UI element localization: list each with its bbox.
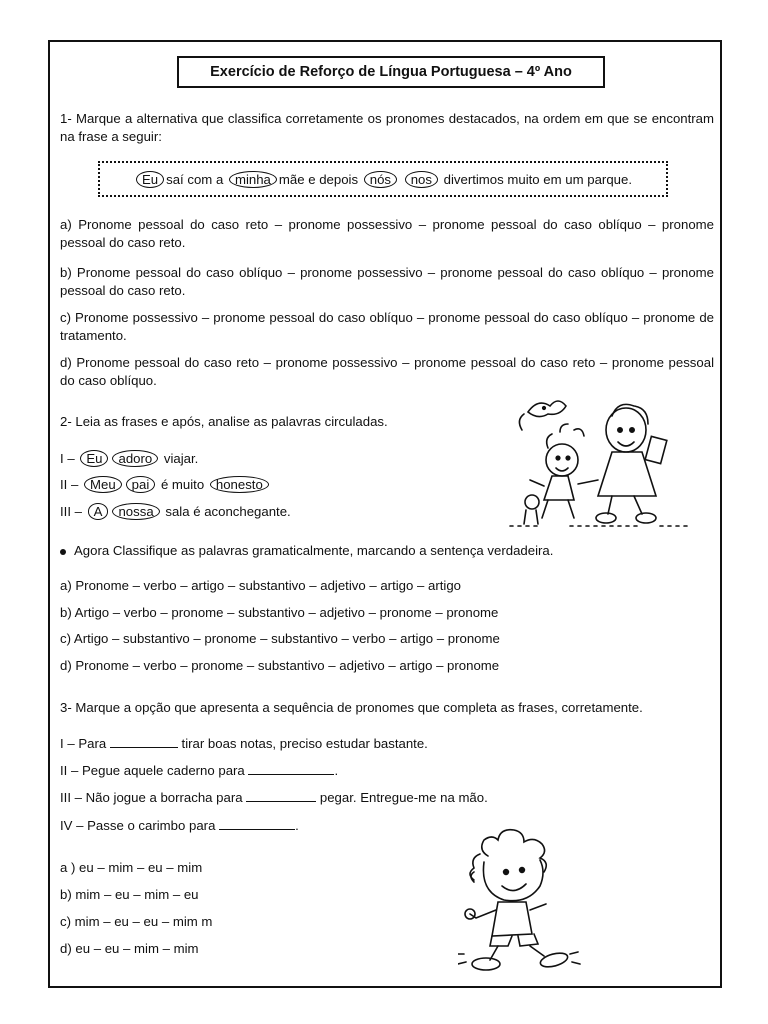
circled-word: Eu xyxy=(136,171,164,188)
line-text: II – Pegue aquele caderno para xyxy=(60,763,245,778)
q1-option-d[interactable]: d) Pronome pessoal do caso reto – pronome possessivo – pronome pessoal do caso reto – pronome pessoal do caso oblíquo. xyxy=(60,355,714,388)
q3-option-a[interactable]: a ) eu – mim – eu – mim xyxy=(60,860,203,875)
circled-word: adoro xyxy=(112,450,158,467)
q3-line-2 xyxy=(60,762,338,780)
sentence-prefix: III – xyxy=(60,504,82,519)
sentence-text: saí com a xyxy=(166,171,224,187)
page-title xyxy=(177,56,605,88)
circled-word: A xyxy=(88,503,109,520)
q2-option-d[interactable]: d) Pronome – verbo – pronome – substantivo – adjetivo – artigo – pronome xyxy=(60,658,500,673)
q2-instruction xyxy=(60,542,553,560)
circled-word: nós xyxy=(364,171,397,188)
line-text: pegar. Entregue-me na mão. xyxy=(319,790,488,805)
q2-sentence-3 xyxy=(60,503,291,521)
circled-word: nossa xyxy=(112,503,159,520)
blank-field[interactable] xyxy=(110,735,178,748)
sentence-prefix: II – xyxy=(60,477,79,492)
page-title-text: Exercício de Reforço de Língua Portuguesa – 4º Ano xyxy=(210,64,572,80)
kids-cartoon-illustration xyxy=(508,390,694,530)
blank-field[interactable] xyxy=(219,817,295,830)
q2-option-b[interactable]: b) Artigo – verbo – pronome – substantivo – adjetivo – pronome – pronome xyxy=(60,605,499,620)
q2-option-a[interactable]: a) Pronome – verbo – artigo – substantivo – adjetivo – artigo – artigo xyxy=(60,578,461,593)
sentence-text: sala é aconchegante. xyxy=(165,504,291,519)
q1-prompt: 1- Marque a alternativa que classifica corretamente os pronomes destacados, na ordem em que se encontram na frase a seguir: xyxy=(60,111,714,144)
circled-word: nos xyxy=(405,171,438,188)
bullet-icon xyxy=(60,549,66,555)
line-text: . xyxy=(295,818,299,833)
q2-sentence-1 xyxy=(60,450,198,468)
q3-line-3 xyxy=(60,789,488,807)
q1-option-c[interactable]: c) Pronome possessivo – pronome pessoal do caso oblíquo – pronome pessoal do caso oblíquo – pronome de tratamento. xyxy=(60,310,714,343)
line-text: III – Não jogue a borracha para xyxy=(60,790,243,805)
blank-field[interactable] xyxy=(248,762,334,775)
q2-prompt: 2- Leia as frases e após, analise as palavras circuladas. xyxy=(60,414,388,429)
q3-option-b[interactable]: b) mim – eu – mim – eu xyxy=(60,887,199,902)
line-text: . xyxy=(334,763,339,778)
sentence-text: é muito xyxy=(160,477,205,492)
line-text: tirar boas notas, preciso estudar bastante. xyxy=(181,736,428,751)
circled-word: honesto xyxy=(210,476,269,493)
q3-option-d[interactable]: d) eu – eu – mim – mim xyxy=(60,941,199,956)
q3-line-4 xyxy=(60,817,299,835)
q1-sentence-box xyxy=(98,161,668,197)
blank-field[interactable] xyxy=(246,789,316,802)
circled-word: minha xyxy=(229,171,277,188)
q1-option-b[interactable]: b) Pronome pessoal do caso oblíquo – pronome possessivo – pronome pessoal do caso oblíquo – pronome pessoal do caso reto. xyxy=(60,265,714,298)
q2-option-c[interactable]: c) Artigo – substantivo – pronome – substantivo – verbo – artigo – pronome xyxy=(60,631,500,646)
circled-word: Eu xyxy=(80,450,108,467)
boy-cartoon-illustration xyxy=(458,826,588,976)
q3-option-c[interactable]: c) mim – eu – eu – mim m xyxy=(60,914,213,929)
sentence-prefix: I – xyxy=(60,451,75,466)
circled-word: pai xyxy=(126,476,156,493)
q3-line-1 xyxy=(60,735,428,753)
sentence-text: viajar. xyxy=(163,451,199,466)
q2-sentence-2 xyxy=(60,476,271,494)
q1-option-a[interactable]: a) Pronome pessoal do caso reto – pronome possessivo – pronome pessoal do caso oblíquo – pronome pessoal do caso reto. xyxy=(60,217,714,250)
sentence-text: mãe e depois xyxy=(278,171,359,187)
circled-word: Meu xyxy=(84,476,122,493)
line-text: IV – Passe o carimbo para xyxy=(60,818,216,833)
sentence-text: divertimos muito em um parque. xyxy=(443,171,632,187)
q2-instruction-text: Agora Classifique as palavras gramaticalmente, marcando a sentença verdadeira. xyxy=(74,543,554,558)
q3-prompt: 3- Marque a opção que apresenta a sequência de pronomes que completa as frases, corretamente. xyxy=(60,700,643,715)
line-text: I – Para xyxy=(60,736,107,751)
